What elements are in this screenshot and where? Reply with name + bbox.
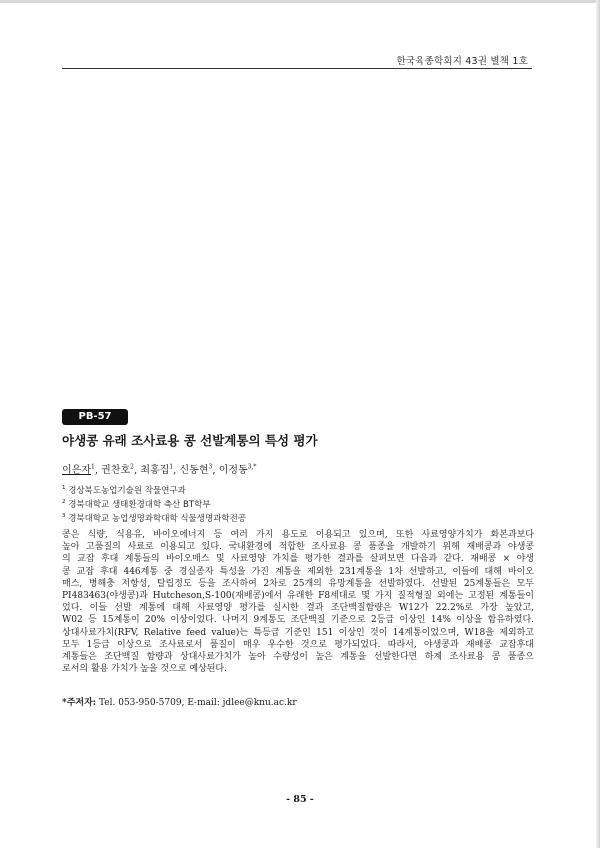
abstract-line: 높아 고품질의 사료로 이용되고 있다. 국내환경에 적합한 조사료용 콩 품종을 개발하기 위해 재배콩과 야생콩 [62, 542, 534, 553]
abstract-body [62, 529, 534, 675]
abstract-line: 의 교잡 후대 계통들의 바이오매스 및 사료영양 가치를 평가한 결과를 살펴보면 다음과 같다. 재배콩 × 야생 [62, 554, 534, 565]
contact-label: *주저자: [62, 698, 97, 708]
abstract-line: PI483463(야생콩)과 Hutcheson,S-100(재배콩)에서 유래한 F8세대로 몇 가지 질적형질 외에는 고정된 계통들이 [62, 591, 534, 602]
contact-email: E-mail: jdlee@knu.ac.kr [187, 698, 297, 708]
author-list: 이은자$^1$, 권찬호$^2$, 최홍집$^1$, 신동현$^3$, 이정동$^{3,*}$ [62, 463, 257, 476]
author-affiliation-mark: 1 [169, 463, 174, 471]
contact-phone: Tel. 053-950-5709, [99, 698, 185, 708]
author-name: 이은자 [62, 465, 91, 476]
abstract-line: 상대사료가치(RFV, Relative feed value)는 특등급 기준인 151 이상인 것이 14계통이었으며, W18을 제외하고 [62, 627, 534, 638]
abstract-line: 로서의 활용 가치가 높을 것으로 예상된다. [62, 664, 227, 675]
author-affiliation-mark: 2 [130, 463, 134, 471]
author-affiliation-mark: 3 [208, 463, 213, 471]
abstract-line: 콩은 식량, 식용유, 바이오에너지 등 여러 가지 용도로 이용되고 있으며, 또한 사료영양가치가 화본과보다 [62, 530, 534, 540]
affiliation-list [62, 483, 246, 524]
author-name: 최홍집 [140, 465, 170, 476]
affiliation-item: $^3$ 경북대학교 농업생명과학대학 식물생명과학전공 [62, 512, 247, 524]
author-name: 이정동 [218, 465, 248, 476]
page-number: - 85 - [286, 794, 314, 805]
abstract-line: 콩 교잡 후대 446계통 중 경실종자 특성을 가진 계통을 제외한 231계통을 1차 선발하고, 이들에 대해 바이오 [62, 566, 534, 577]
author-name: 신동현 [179, 465, 209, 476]
abstract-line: W02 등 15계통이 20% 이상이었다. 나머지 9계통도 조단백질 기준으로 2등급 이상인 14% 이상을 함유하였다. [62, 615, 534, 626]
author-affiliation-mark: 3,* [247, 463, 257, 471]
poster-id-badge: PB-57 [62, 409, 128, 425]
abstract-line: 었다. 이들 선발 계통에 대해 사료영양 평가를 실시한 결과 조단백질함량은 W12가 22.2%로 가장 높았고, [62, 603, 534, 614]
affiliation-item: $^1$ 경상북도농업기술원 작물연구과 [62, 485, 186, 496]
abstract-line: 매스, 병해충 저항성, 탈립정도 등을 조사하여 2차로 25개의 유망계통을 선발하였다. 선발된 25계통들은 모두 [62, 578, 534, 589]
header-rule [62, 68, 532, 69]
abstract-line: 계통들은 조단백질 함량과 상대사료가치가 높아 수량성이 높은 계통을 선발한다면 하계 조사료용 콩 품종으 [62, 652, 534, 663]
page-top-edge [0, 0, 600, 3]
abstract-line: 모두 1등급 이상으로 조사료로서 품질이 매우 우수한 것으로 평가되었다. 따라서, 야생콩과 재배콩 교잡후대 [62, 639, 534, 650]
journal-header: 한국육종학회지 43권 별책 1호 [396, 56, 528, 67]
author-name: 권찬호 [101, 465, 131, 476]
paper-title: 야생콩 유래 조사료용 콩 선발계통의 특성 평가 [62, 433, 318, 448]
corresponding-author-contact [62, 695, 297, 708]
author-affiliation-mark: 1 [90, 463, 95, 471]
affiliation-item: $^2$ 경북대학교 생태환경대학 축산 BT학부 [62, 498, 211, 510]
page-right-edge [596, 0, 600, 848]
